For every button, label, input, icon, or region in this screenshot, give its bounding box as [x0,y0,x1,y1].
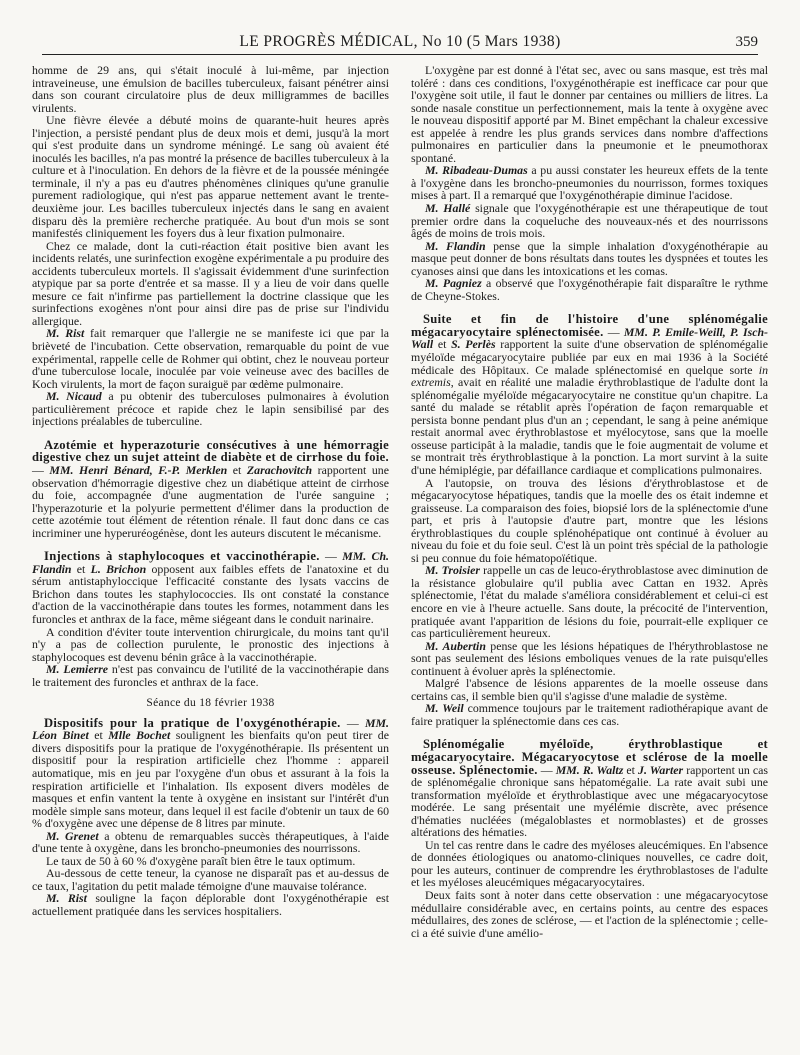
dash: — [340,715,365,730]
speaker-name: M. Flandin [425,238,486,253]
speaker-name: M. Hallé [425,201,471,216]
speaker-name: M. Ribadeau-Dumas [425,163,528,178]
session-date: Séance du 18 février 1938 [146,697,275,710]
paragraph [32,390,389,428]
paragraph [411,164,768,202]
paragraph: Un tel cas rentre dans le cadre des myéloses aleucémiques. En l'absence de données étiologiques ou anatomo-cliniques nouvelles, ce cadre doit, pour les auteurs, continuer de comprendre les érythroblastoses de l'adulte et les myéloses aleucémiques mégacaryocytaires. [411,837,768,890]
paragraph [32,327,389,390]
running-header [42,28,758,55]
speaker-name: M. Aubertin [425,638,486,653]
speaker-name: M. Lemierre [46,662,109,677]
author-names: MM. Henri Bénard, F.-P. Merklen [49,462,228,477]
two-column-body [32,64,768,1033]
paragraph: A l'autopsie, on trouva des lésions d'érythroblastose et de mégacaryocytose hépatiques, tandis que la moelle des os était indemne et graisseuse. La comparaison des foies, biopsié lors de la splénectomie d'une part, et pris à l'autopsie d'autre part, montre que les lésions érythroblastiques du couple splénohépatique ont continué à évoluer au niveau du foie et du foie seul. C'est là un point très spécial de la pathologie si peu connue du foie hématopoïétique. [411,475,768,565]
speaker-name: M. Weil [425,701,464,716]
paragraph: Chez ce malade, dont la cuti-réaction était positive bien avant les incidents relatés, une surinfection exogène expérimentale a pu produire des accidents tuberculeux mortels. Il s'agissait évidemment d'une surinfection atypique par sa porte d'entrée et sa masse. Il y a lieu de voir dans quelle mesure ce fait n'infirme pas partiellement la doctrine classique que les surinfections exogènes n'ont pour ainsi dire pas de prise sur l'individu allergique. [32,238,389,328]
section-title: Azotémie et hyperazoturie consécutives à une hémorragie digestive chez un sujet atteint de diabète et de cirrhose du foie. [32,437,389,465]
paragraph-text: souligne la façon déplorable dont l'oxygénothérapie est actuellement pratiquée dans les services hospitaliers. [32,891,390,918]
dash: — [32,462,50,477]
section-title: Suite et fin de l'histoire d'une splénomégalie mégacaryocytaire splénectomisée. [411,312,768,339]
section-body: soulignent les bienfaits qu'on peut tirer de divers dispositifs pour la pratique de l'oxygénothérapie. Ils présentent un dispositif pour la respiration artificielle chez l'homme : appareil automatique, mis en jeu par l'oxygène d'un obus et assurant à la fois la respiration artificielle et l'inhalation. Ils exposent divers modèles de masques et enfin vantent la tente à oxygène en insistant sur l'intérêt d'un modèle simple sans moteur, dans lequel il est facile d'obtenir un taux de 60 % d'oxygène avec une dépense de 8 litres par minute. [32,728,389,831]
paragraph [411,640,768,678]
paragraph-text: a obtenu de remarquables succès thérapeutiques, à l'aide d'une tente à oxygène, dans les broncho-pneumonies des nourrissons. [32,828,389,856]
dash: — [319,549,343,564]
paragraph: Le taux de 50 à 60 % d'oxygène paraît bien être le taux optimum. [46,853,356,868]
section-body: rapportent la suite d'une observation de splénomégalie myéloïde mégacaryocytaire publiée par eux en mai 1936 à la Société médicale des Hôpitaux. Ce malade splénectomisé en quelque sorte [411,337,768,377]
author-names: MM. P. Emile-Weill, P. Isch-Wall [411,324,768,352]
right-column [411,64,768,1033]
speaker-name: M. Pagniez [425,276,482,291]
paragraph: homme de 29 ans, qui s'était inoculé à lui-même, par injection intraveineuse, une émulsion de bacilles tuberculeux, faisant pénétrer ainsi dans son courant circulatoire plus de deux milligrammes de bacilles virulents. [32,63,389,115]
page-number: 359 [735,34,758,50]
section-body: opposent aux faibles effets de l'anatoxine et du sérum antistaphyloccique l'efficacité constante des lysats vaccins de Brichon dans toutes les staphylococcies. Ils ont constaté la constance d'action de la vaccinothérapie dans toutes les formes, notamment dans les furoncles et anthrax de la face, même siégeant dans le conduit narinaire. [32,561,389,626]
section-title: Splénomégalie myéloïde, érythroblastique et mégacaryocytaire. Mégacaryocytose et sclérose de la moelle osseuse. Splénectomie. [411,737,768,777]
author-names: Mlle Bochet [108,728,171,743]
paragraph: L'oxygène par est donné à l'état sec, avec ou sans masque, est très mal toléré : dans ces conditions, l'oxygénothérapie est inefficace car pour que l'oxygène soit utile, il faut le donner par centaines ou milliers de litres. La sonde nasale constitue un perfectionnement, mais la tente à oxygène avec le nouveau dispositif apporté par M. Binet empêchant la chaleur excessive est appelée à rendre les plus grands services dans nombre d'affections pulmonaires en particulier dans la pneumonie et le pneumothorax spontané. [411,63,768,165]
dash: — [537,762,556,777]
conjunction: et [623,762,639,777]
speaker-name: M. Rist [46,891,87,906]
paragraph: A condition d'éviter toute intervention chirurgicale, du moins tant qu'il n'y a pas de collection purulente, le pronostic des injections à staphylocoques est devenu bénin grâce à la vaccinothérapie. [32,624,389,664]
section-body: rapportent un cas de splénomégalie chronique sans hépatomégalie. La rate avait subi une transformation myéloïde et érythroblastique avec une mégacaryocytose modérée. Le sang présentait une myélémie discrète, avec présence d'hématies nucléées (mégaloblastes et normoblastes) et de grosses altérations des hématies. [411,762,768,840]
paragraph: Au-dessous de cette teneur, la cyanose ne disparaît pas et au-dessus de ce taux, l'agitation du petit malade témoigne d'une mauvaise tolérance. [32,866,389,893]
latin-phrase: in extremis [411,362,768,390]
section-body: rapportent une observation d'hémorragie digestive chez un diabétique atteint de cirrhose du foie, accompagnée d'une augmentation de l'urée sanguine ; l'hyperazoturie et la polyurie permettent d'élimer dans la production de cette azotémie tout élément de rétention rénale. Il faut donc dans ce cas incriminer une hyperuréogénèse, dont les auteurs discutent le mécanisme. [32,462,389,540]
paragraph [411,240,768,278]
conjunction: et [433,337,452,352]
author-names: J. Warter [638,762,684,777]
speaker-name: M. Grenet [46,828,99,843]
paragraph [411,202,768,240]
paragraph-text: pense que la simple inhalation d'oxygénothérapie au masque peut donner de bons résultats dans toutes les dyspnées et toutes les cyanoses ainsi que dans les intoxications et les comas. [411,238,768,278]
conjunction: et [88,728,109,743]
author-names: MM. Léon Binet [32,715,389,743]
paragraph-text: n'est pas convaincu de l'utilité de la vaccinothérapie dans le traitement des furoncles et anthrax de la face. [32,662,389,689]
paragraph [32,830,389,855]
paragraph-text: rappelle un cas de leuco-érythroblastose avec diminution de la résistance globulaire qu'il publia avec Cattan en 1932. Après splénectomie, l'état du malade s'améliora considérablement et celui-ci est encore en vie à l'heure actuelle. Sans doute, la précocité de l'intervention, pratiquée avant l'apparition de lésions du foie, pourrait-elle expliquer ce cas particulièrement heureux. [411,563,768,641]
paragraph-text: commence toujours par le traitement radiothérapique avant de faire pratiquer la splénectomie dans ces cas. [411,701,768,728]
author-names: S. Perlès [451,337,496,352]
paragraph [411,702,768,727]
section-oxygenotherapie [32,717,389,830]
paragraph: Deux faits sont à noter dans cette observation : une mégacaryocytose médullaire considérable avec, en certains points, au centre des espaces médullaires, des zones de sclérose, — et l'action de la splénectomie ; celle-ci a été suivie d'une amélio- [411,888,768,940]
paragraph-text: a pu obtenir des tuberculoses pulmonaires à évolution particulièrement précoce et rapide chez le lapin sensibilisé par des injections préalables de tuberculine. [32,389,389,429]
author-names: MM. R. Waltz [555,762,624,777]
paragraph-text: fait remarquer que l'allergie ne se manifeste ici que par la brièveté de l'incubation. Cette observation, remarquable du point de vue expérimental, rappelle celle de Rohmer qui obtint, chez le nouveau porteur d'une tuberculose locale, inoculée par voie veineuse avec des bacilles de Koch virulents, la mort de façon suraiguë par œdème pulmonaire. [32,326,389,391]
paragraph [411,277,768,302]
author-names: Zarachovitch [246,462,313,477]
author-names: L. Brichon [90,561,147,576]
section-title: Injections à staphylocoques et vaccinothérapie. [44,549,320,564]
paragraph: Malgré l'absence de lésions apparentes de la moelle osseuse dans certains cas, il semble bien qu'il s'agisse d'une maladie de système. [411,676,768,703]
running-title: LE PROGRÈS MÉDICAL, No 10 (5 Mars 1938) [239,33,561,50]
conjunction: et [71,561,91,576]
section-azotemie [32,439,389,539]
author-names: MM. Ch. Flandin [32,549,390,576]
left-column [32,64,389,1033]
section-splenomegalie [411,313,768,476]
paragraph-text: a pu aussi constater les heureux effets de la tente à l'oxygène dans les broncho-pneumonies du nourrisson, formes toxiques mises à part. Il a remarqué que l'oxygénothérapie diminue l'acidose. [411,163,768,203]
paragraph [32,892,389,917]
paragraph [411,564,768,639]
paragraph: Une fièvre élevée a débuté moins de quarante-huit heures après l'injection, a persisté pendant plus de deux mois et demi, jusqu'à la mort qui s'est produite dans un syndrome méningé. Le sang où avaient été inoculés les bacilles, n'a pas montré la présence de bacilles tuberculeux à la culture et à l'inoculation. En dehors de la fièvre et de la poussée méningée terminale, il n'y a pas eu d'autres phénomènes cliniques qu'une granulie purement radiologique, qui n'est pas apparue nettement avant le trente-deuxième jour. Les bacilles tuberculeux injectés dans le sang en avaient disparu dès la première recherche pratiquée. Au bout d'un mois se sont manifestés cliniquement les foyers dus à leur fixation pulmonaire. [32,113,389,241]
section-staphylocoques [32,550,389,625]
paragraph-text: a observé que l'oxygénothérapie fait disparaître le rythme de Cheyne-Stokes. [411,276,768,303]
section-splenomegalie-myeloide [411,738,768,838]
speaker-name: M. Troisier [425,563,480,578]
paragraph-text: pense que les lésions hépatiques de l'hérythroblastose ne sont pas seulement des lésions emboliques venues de la rate puisqu'elles continuent à évoluer après la splénectomie. [411,638,768,678]
speaker-name: M. Rist [46,326,85,341]
paragraph [32,663,389,688]
section-title: Dispositifs pour la pratique de l'oxygénothérapie. [44,715,341,730]
speaker-name: M. Nicaud [46,389,102,404]
conjunction: et [227,462,247,477]
dash: — [603,324,624,339]
section-body: , avait en réalité une maladie érythroblastique de l'adulte dont la splénomégalie myéloïde mégacaryocytaire ne constitue qu'un chapitre. La santé du malade se rétablit après l'opération de façon remarquable et persista bonne pendant plus d'un an ; cependant, le sang à peine anémique restait anormal avec érythroblastose et myélocytose, sans que la moelle osseuse participât à la maladie, tandis que le foie augmentait de volume et se montrait très érythroblastique à la ponction. La mort survint à la suite d'une hémiplégie, par défaillance cardiaque et complications pulmonaires. [411,375,768,477]
paragraph-text: signale que l'oxygénothérapie est une thérapeutique de tout premier ordre dans la coqueluche des nouveaux-nés et des nourrissons âgés de moins de trois mois. [411,201,768,241]
